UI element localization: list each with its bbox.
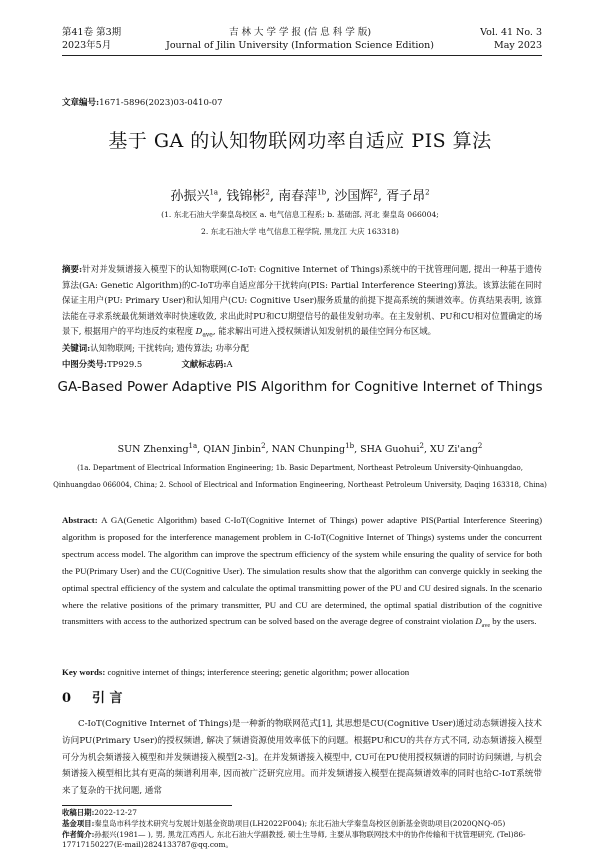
author-cn: 孙振兴$^{1a}$ <box>170 188 219 204</box>
footnotes <box>62 808 542 851</box>
footnote-rule <box>62 805 232 806</box>
footnote-received: 收稿日期:2022-12-27 <box>62 808 137 817</box>
abstract-cn-text-end: , 能求解出可进入授权频谱认知发射机的最佳空间分布区域。 <box>212 326 436 337</box>
constraint-symbol: D <box>195 326 203 337</box>
author-en: QIAN Jinbin$^2$ <box>203 442 266 456</box>
constraint-subscript-en: ave <box>481 623 490 630</box>
header-rule <box>62 55 542 56</box>
abstract-en-label: Abstract: <box>62 515 98 525</box>
keywords-cn-text: 认知物联网; 干扰转向; 遗传算法; 功率分配 <box>90 343 250 353</box>
footnote-author-bio: 作者简介:孙振兴(1981— ), 男, 黑龙江鸡西人, 东北石油大学副教授, 硕士生导师, 主要从事物联网技术中的协作传输和干扰管理研究, (Tel)86-17717150227(E-mail)2824133787@qq.com。 <box>62 829 526 850</box>
abstract-cn-text: 针对并发频谱接入模型下的认知物联网(C-IoT: Cognitive Internet of Things)系统中的干扰管理问题, 提出一种基于遗传算法(GA: Genetic Algorithm)的C-IoT功率自适应部分干扰转向(PIS: Partial Interference Steering)算法。该算法能在同时保证主用户(PU: Primary User)和认知用户(CU: Cognitive User)服务质量的前提下提高系统的频谱效率。仿真结果表明, 该算法能在寻求系统最优频谱效率时快速收敛, 求出此时PU和CU期望信号的最佳发射功率。在主发射机、PU和CU相对位置确定的场景下, 根据用户的平均违反约束程度 <box>62 264 542 337</box>
abstract-en <box>62 512 542 635</box>
author-en: XU Zi'ang$^2$ <box>430 442 483 456</box>
author-cn: 沙国辉$^2$ <box>334 188 378 204</box>
keywords-cn <box>62 341 542 357</box>
section-title: 引 言 <box>92 691 123 706</box>
author-en: SHA Guohui$^2$ <box>360 442 424 456</box>
section-number: 0 <box>62 691 72 706</box>
volume-issue-en: Vol. 41 No. 3 <box>480 27 542 38</box>
section-heading <box>62 687 123 706</box>
article-number-label: 文章编号: <box>62 98 100 108</box>
classification <box>62 357 542 373</box>
affiliation-cn-line: (1. 东北石油大学秦皇岛校区 a. 电气信息工程系; b. 基础部, 河北 秦皇岛 066004; <box>161 210 439 219</box>
constraint-subscript: ave <box>202 332 213 340</box>
abstract-en-text: A GA(Genetic Algorithm) based C-IoT(Cognitive Internet of Things) power adaptive PIS(Partial Interference Steering) algorithm is proposed for the interference management problem in C-IoT(Cognitive Internet of Things) systems under the concurrent spectrum access model. The algorithm can improve the spectrum efficiency of the system while ensuring the quality of service for both the PU(Primary User) and the CU(Cognitive User). The simulation results show that the algorithm can converge quickly in seeking the optimal spectral efficiency of the system and calculate the optimal transmitting power of the PU and CU desired signals. In the scenario where the relative positions of the primary transmitter, PU and CU are determined, the optimal spatial distribution of the cognitive transmitters with access to the authorized spectrum can be solved based on the average degree of constraint violation <box>62 515 542 627</box>
doc-code-value: A <box>226 359 233 369</box>
clc-value: TP929.5 <box>106 359 143 369</box>
paper-title-en: GA-Based Power Adaptive PIS Algorithm for Cognitive Internet of Things <box>57 379 543 395</box>
journal-name-en: Journal of Jilin University (Information Science Edition) <box>166 40 434 51</box>
author-cn: 南春萍$^{1b}$ <box>278 188 327 204</box>
running-header-right <box>480 26 542 52</box>
keywords-en <box>62 664 542 681</box>
keywords-en-text: cognitive internet of things; interference steering; genetic algorithm; power allocation <box>107 667 410 677</box>
affiliation-cn-line: 2. 东北石油大学 电气信息工程学院, 黑龙江 大庆 163318) <box>201 227 399 236</box>
clc-label: 中图分类号: <box>62 359 107 369</box>
footnote-funding: 基金项目:秦皇岛市科学技术研究与发展计划基金资助项目(LH2022F004); 东北石油大学秦皇岛校区创新基金资助项目(2020QNQ-05) <box>62 818 506 828</box>
article-number-value: 1671-5896(2023)03-0410-07 <box>99 98 223 108</box>
volume-issue: 第41卷 第3期 <box>62 27 122 38</box>
abstract-cn-label: 摘要: <box>62 264 83 274</box>
abstract-cn <box>62 262 542 344</box>
constraint-symbol-en: D <box>475 616 482 627</box>
publication-date-en: May 2023 <box>494 40 542 51</box>
publication-date-cn: 2023年5月 <box>62 40 112 51</box>
keywords-en-label: Key words: <box>62 667 106 677</box>
author-en: SUN Zhenxing$^{1a}$ <box>117 442 198 456</box>
keywords-cn-label: 关键词: <box>62 343 91 353</box>
author-cn: 钱锦彬$^2$ <box>226 188 270 204</box>
affiliation-en-line: (1a. Department of Electrical Information Engineering; 1b. Basic Department, Northeast Petroleum University-Qinhuangdao, <box>77 464 523 472</box>
intro-paragraph: C-IoT(Cognitive Internet of Things)是一种新的物联网范式[1], 其思想是CU(Cognitive User)通过动态频谱接入技术访问PU(Primary User)的授权频谱, 解决了频谱资源使用效率低下的问题。根据PU和CU的共存方式不同, 动态频谱接入模型可分为机会频谱接入模型和并发频谱接入模型[2-3]。在并发频谱接入模型中, CU可在PU使用授权频谱的同时访问频谱, 与机会频谱接入模型相比其有更高的频谱利用率, 因而被广泛研究应用。而并发频谱接入模型在提高频谱效率的同时也给C-IoT系统带来了复杂的干扰问题, 通常 <box>62 719 542 797</box>
doc-code-label: 文献标志码: <box>181 359 227 369</box>
author-cn: 胥子昂$^2$ <box>386 188 430 204</box>
affiliation-en-line: Qinhuangdao 066004, China; 2. School of Electrical and Information Engineering, Northeast Petroleum University, Daqing 163318, China) <box>53 481 547 489</box>
author-en: NAN Chunping$^{1b}$ <box>271 442 355 456</box>
author-list-en: SUN Zhenxing$^{1a}$, QIAN Jinbin$^2$, NAN Chunping$^{1b}$, SHA Guohui$^2$, XU Zi'ang$^2$ <box>117 442 483 456</box>
paper-title-cn: 基于 GA 的认知物联网功率自适应 PIS 算法 <box>108 130 492 152</box>
journal-name-cn: 吉 林 大 学 学 报 (信 息 科 学 版) <box>228 27 372 38</box>
abstract-en-text-end: by the users. <box>492 616 537 627</box>
article-number <box>62 96 223 108</box>
author-list-cn: 孙振兴$^{1a}$, 钱锦彬$^2$, 南春萍$^{1b}$, 沙国辉$^2$, 胥子昂$^2$ <box>170 188 430 204</box>
